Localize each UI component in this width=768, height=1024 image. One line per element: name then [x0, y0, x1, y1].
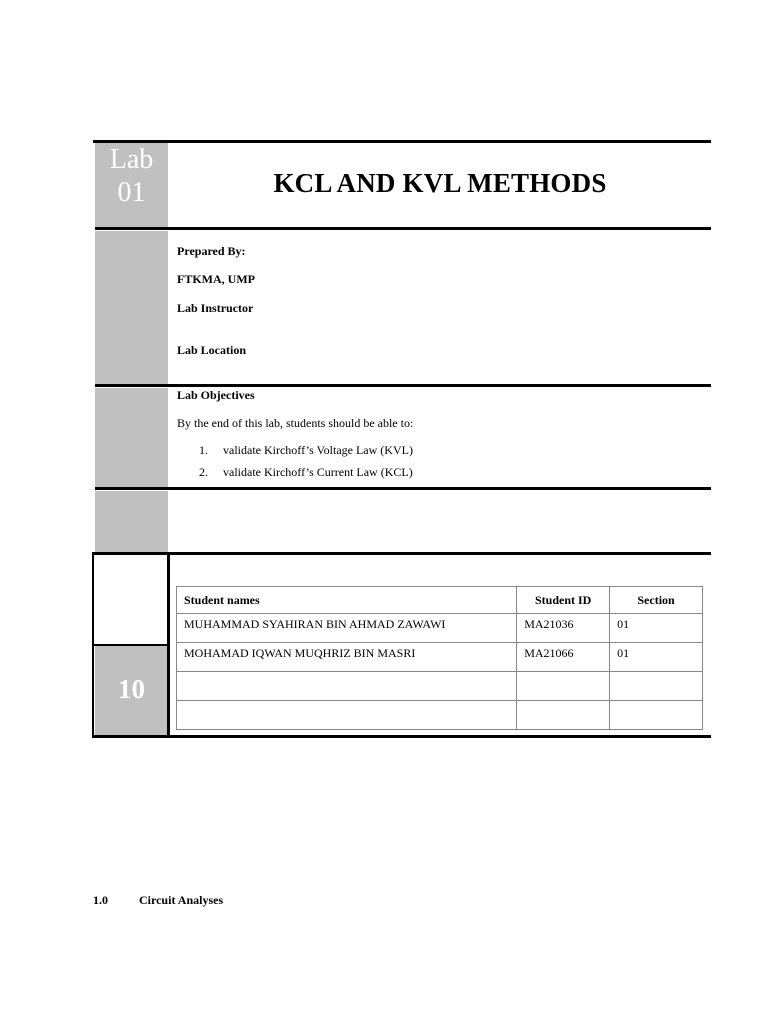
lab-instructor-label: Lab Instructor [177, 301, 254, 315]
student-name-cell [177, 701, 517, 730]
student-name-cell [177, 672, 517, 701]
section-number: 1.0 [93, 893, 108, 907]
score-top-border [93, 644, 168, 646]
bottom-rule [93, 735, 711, 738]
top-rule [93, 140, 711, 143]
rule-after-objectives [95, 487, 711, 490]
lab-word: Lab [109, 144, 154, 175]
rule-after-prepared [95, 384, 711, 387]
table-row [177, 614, 703, 643]
students-table [176, 586, 703, 730]
lab-location-label: Lab Location [177, 343, 247, 357]
table-row [177, 672, 703, 701]
student-name-cell: MOHAMAD IQWAN MUQHRIZ BIN MASRI [177, 643, 517, 672]
table-row [177, 643, 703, 672]
table-row [177, 701, 703, 730]
lab-number: 01 [117, 177, 146, 208]
score-value: 10 [118, 674, 145, 704]
objective-1-text: validate Kirchoff’s Voltage Law (KVL) [223, 443, 413, 457]
student-id-cell: MA21036 [517, 614, 610, 643]
blank-side-block [95, 491, 168, 552]
header-section: Section [610, 587, 703, 614]
document-title: KCL AND KVL METHODS [273, 168, 607, 198]
header-student-id: Student ID [517, 587, 610, 614]
objective-1-number: 1. [199, 443, 208, 457]
section-cell [610, 701, 703, 730]
section-cell [610, 672, 703, 701]
organization: FTKMA, UMP [177, 272, 255, 286]
section-cell: 01 [610, 614, 703, 643]
prepared-side-block [95, 231, 168, 384]
objective-2-text: validate Kirchoff’s Current Law (KCL) [223, 465, 413, 479]
objectives-intro: By the end of this lab, students should be able to: [177, 416, 414, 430]
student-id-cell [517, 672, 610, 701]
rule-after-title [95, 227, 711, 230]
students-table-header [177, 587, 703, 614]
section-cell: 01 [610, 643, 703, 672]
lab-number-label [95, 143, 168, 209]
prepared-by-label: Prepared By: [177, 244, 246, 258]
objectives-heading: Lab Objectives [177, 388, 255, 402]
rule-before-students [93, 552, 711, 555]
student-name-cell: MUHAMMAD SYAHIRAN BIN AHMAD ZAWAWI [177, 614, 517, 643]
student-id-cell [517, 701, 610, 730]
section-title: Circuit Analyses [139, 893, 224, 907]
student-id-cell: MA21066 [517, 643, 610, 672]
header-student-names: Student names [177, 587, 517, 614]
objective-2-number: 2. [199, 465, 208, 479]
objectives-side-block [95, 388, 168, 487]
